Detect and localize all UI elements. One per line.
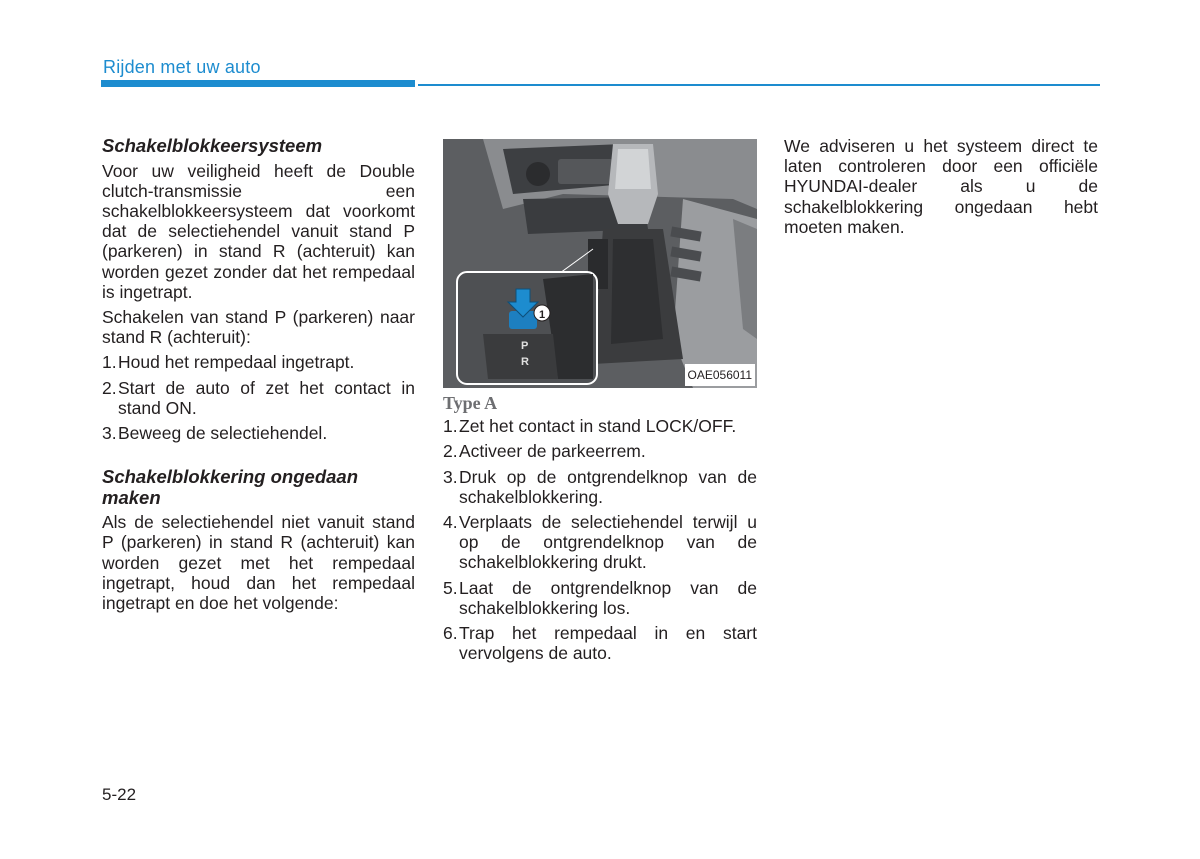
- step-item: [102, 423, 415, 443]
- paragraph-override: Als de selectiehendel niet vanuit stand P (parkeren) in stand R (achteruit) kan worden gezet met het rempedaal ingetrapt, houd dan het rempedaal ingetrapt en doe het volgende:: [102, 512, 415, 613]
- step-item: [102, 378, 415, 418]
- section-title: Rijden met uw auto: [103, 57, 261, 77]
- column-middle: [443, 139, 757, 668]
- step-number: 2.: [102, 377, 117, 398]
- figure-marker: 1: [538, 309, 546, 321]
- column-right: [784, 136, 1098, 242]
- step-text: Druk op de ontgrendelknop van de schakelblokkering.: [459, 466, 757, 507]
- step-number: 3.: [102, 422, 117, 443]
- step-number: 2.: [443, 441, 458, 462]
- shift-lever-drawing: [443, 139, 757, 388]
- step-text: Houd het rempedaal ingetrapt.: [118, 352, 355, 373]
- paragraph-dealer-advice: We adviseren u het systeem direct te laten controleren door een officiële HYUNDAI-dealer als u de schakelblokkering ongedaan hebt moeten maken.: [784, 136, 1098, 237]
- step-item: [443, 578, 757, 618]
- step-number: 3.: [443, 466, 458, 487]
- step-text: Start de auto of zet het contact in stand ON.: [118, 377, 415, 418]
- step-item: [443, 416, 757, 436]
- step-number: 1.: [102, 352, 117, 373]
- shift-lever-illustration: [443, 139, 757, 388]
- step-text: Zet het contact in stand LOCK/OFF.: [459, 416, 737, 437]
- paragraph-intro: Voor uw veiligheid heeft de Double clutch-transmissie een schakelblokkeersysteem dat voorkomt dat de selectiehendel vanuit stand P (parkeren) in stand R (achteruit) kan worden gezet zonder dat het rempedaal is ingetrapt.: [102, 160, 415, 302]
- step-number: 4.: [443, 512, 458, 533]
- step-text: Activeer de parkeerrem.: [459, 441, 646, 462]
- step-text: Beweeg de selectiehendel.: [118, 422, 328, 443]
- figure-caption: Type A: [443, 393, 498, 413]
- header-rule-thick: [101, 80, 415, 87]
- step-item: [443, 623, 757, 663]
- step-item: [443, 512, 757, 573]
- step-text: Laat de ontgrendelknop van de schakelblokkering los.: [459, 577, 757, 618]
- column-left: [102, 136, 415, 618]
- step-number: 5.: [443, 577, 458, 598]
- heading-schakelblokkering-ongedaan: Schakelblokkering ongedaan maken: [102, 466, 358, 508]
- step-item: [443, 441, 757, 461]
- step-number: 1.: [443, 416, 458, 437]
- figure-gear-r: R: [521, 356, 529, 368]
- figure-gear-p: P: [521, 340, 529, 352]
- step-text: Verplaats de selectiehendel terwijl u op de ontgrendelknop van de schakelblokkering drukt.: [459, 512, 757, 573]
- page-number: 5-22: [102, 785, 137, 804]
- header-rule-thin: [418, 84, 1100, 86]
- figure-code: OAE056011: [685, 364, 756, 386]
- paragraph-shift-p-to-r: Schakelen van stand P (parkeren) naar stand R (achteruit):: [102, 306, 415, 348]
- step-number: 6.: [443, 623, 458, 644]
- heading-schakelblokkeersysteem: Schakelblokkeersysteem: [102, 135, 323, 156]
- step-item: [102, 352, 415, 372]
- step-text: Trap het rempedaal in en start vervolgens de auto.: [459, 623, 757, 664]
- step-item: [443, 467, 757, 507]
